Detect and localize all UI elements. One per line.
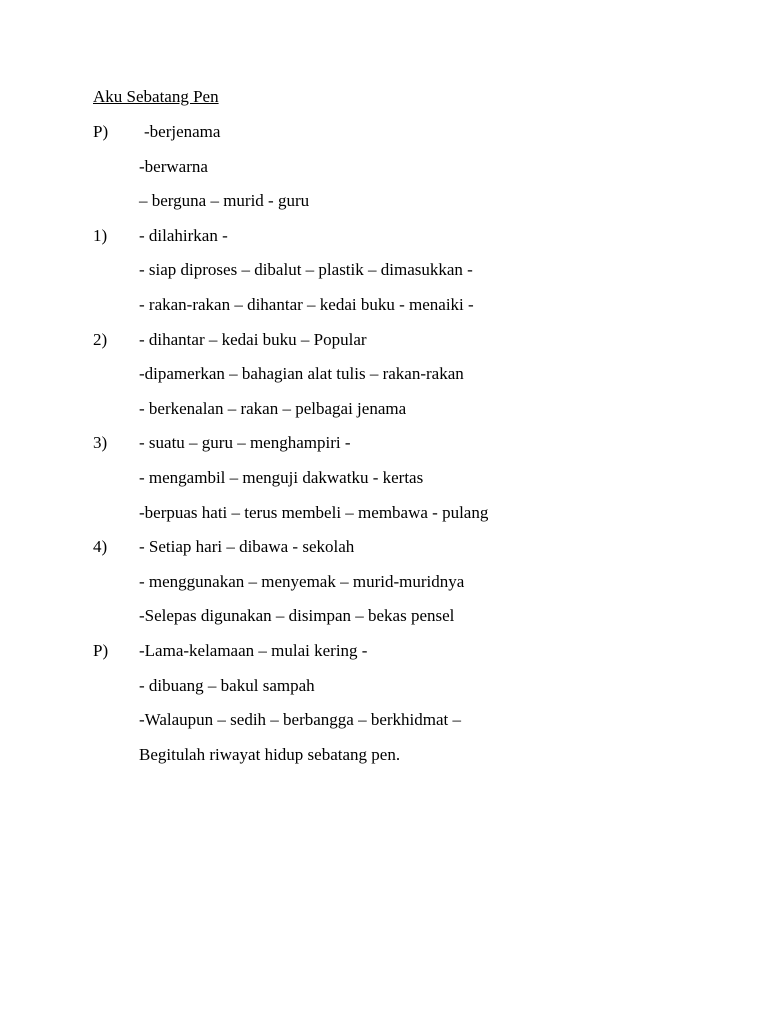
outline-list [93, 122, 733, 779]
line-text: -Selepas digunakan – disimpan – bekas pensel [139, 606, 455, 626]
line-text: - siap diproses – dibalut – plastik – dimasukkan - [139, 260, 473, 280]
outline-line [93, 710, 733, 745]
outline-line [93, 537, 733, 572]
line-text: -dipamerkan – bahagian alat tulis – rakan-rakan [139, 364, 464, 384]
outline-line [93, 606, 733, 641]
outline-line [93, 676, 733, 711]
line-text: - suatu – guru – menghampiri - [139, 433, 351, 453]
outline-line [93, 260, 733, 295]
outline-line [93, 191, 733, 226]
line-text: - rakan-rakan – dihantar – kedai buku - menaiki - [139, 294, 474, 314]
outline-line [93, 157, 733, 192]
line-text: -Lama-kelamaan – mulai kering - [139, 640, 368, 660]
line-text: - dilahirkan - [139, 225, 228, 245]
line-label: 2) [93, 329, 108, 349]
outline-line [93, 468, 733, 503]
outline-line [93, 295, 733, 330]
line-label: P) [93, 122, 109, 141]
line-text: -berwarna [139, 156, 208, 176]
outline-line [93, 399, 733, 434]
outline-line [93, 641, 733, 676]
line-text: - menggunakan – menyemak – murid-muridnya [139, 571, 465, 591]
line-text: -berpuas hati – terus membeli – membawa - pulang [139, 502, 489, 522]
outline-line [93, 122, 733, 157]
line-text: -berjenama [144, 122, 221, 141]
line-text: -Walaupun – sedih – berbangga – berkhidmat – [139, 710, 462, 730]
line-label: P) [93, 640, 109, 660]
outline-line [93, 572, 733, 607]
line-text: - dibuang – bakul sampah [139, 675, 315, 695]
outline-line [93, 503, 733, 538]
outline-line [93, 330, 733, 365]
line-text: – berguna – murid - guru [139, 191, 310, 211]
line-text: Begitulah riwayat hidup sebatang pen. [139, 744, 401, 764]
line-text: - berkenalan – rakan – pelbagai jenama [139, 398, 407, 418]
line-text: - dihantar – kedai buku – Popular [139, 329, 367, 349]
outline-line [93, 226, 733, 261]
document-title: Aku Sebatang Pen [93, 87, 219, 106]
line-label: 4) [93, 537, 108, 557]
line-text: - mengambil – menguji dakwatku - kertas [139, 467, 424, 487]
outline-line [93, 745, 733, 780]
outline-line [93, 433, 733, 468]
line-label: 1) [93, 225, 108, 245]
outline-line [93, 364, 733, 399]
line-text: - Setiap hari – dibawa - sekolah [139, 537, 355, 557]
line-label: 3) [93, 433, 108, 453]
